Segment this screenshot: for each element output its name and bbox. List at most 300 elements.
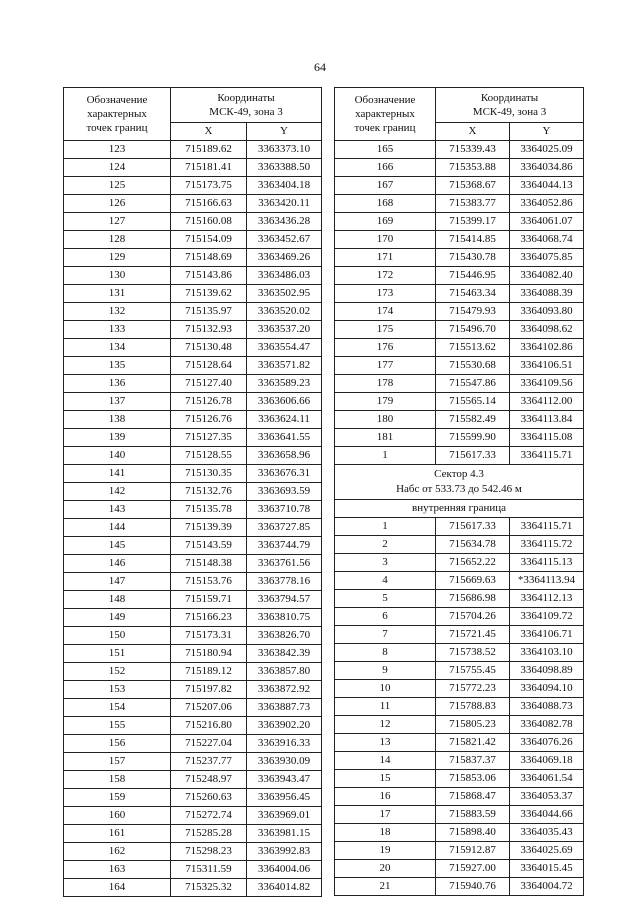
point-label-cell: 180 <box>335 411 436 429</box>
point-label-cell: 141 <box>64 465 171 483</box>
x-cell: 715298.23 <box>171 843 247 861</box>
point-label-cell: 16 <box>335 788 436 806</box>
point-label-cell: 124 <box>64 159 171 177</box>
table-row <box>335 339 584 357</box>
x-cell: 715181.41 <box>171 159 247 177</box>
y-cell: 3364014.82 <box>247 879 322 897</box>
y-cell: 3363981.15 <box>247 825 322 843</box>
y-cell: 3363436.28 <box>247 213 322 231</box>
coordinates-table-right <box>334 87 584 896</box>
x-cell: 715173.31 <box>171 627 247 645</box>
x-cell: 715399.17 <box>436 213 510 231</box>
point-label-cell: 12 <box>335 716 436 734</box>
table-row <box>64 231 322 249</box>
coordinates-header: Координаты МСК-49, зона 3 <box>171 88 322 123</box>
point-label-cell: 166 <box>335 159 436 177</box>
x-cell: 715837.37 <box>436 752 510 770</box>
point-label-cell: 17 <box>335 806 436 824</box>
table-row <box>335 159 584 177</box>
point-label-cell: 142 <box>64 483 171 501</box>
y-cell: 3363469.26 <box>247 249 322 267</box>
point-label-cell: 175 <box>335 321 436 339</box>
table-row <box>335 141 584 159</box>
point-label-cell: 123 <box>64 141 171 159</box>
table-row <box>64 843 322 861</box>
x-cell: 715135.97 <box>171 303 247 321</box>
table-row <box>335 375 584 393</box>
x-cell: 715772.23 <box>436 680 510 698</box>
x-cell: 715148.69 <box>171 249 247 267</box>
x-cell: 715311.59 <box>171 861 247 879</box>
x-cell: 715547.86 <box>436 375 510 393</box>
x-cell: 715173.75 <box>171 177 247 195</box>
table-row <box>64 303 322 321</box>
x-cell: 715898.40 <box>436 824 510 842</box>
y-cell: 3364088.73 <box>510 698 584 716</box>
table-row <box>64 483 322 501</box>
y-cell: 3363794.57 <box>247 591 322 609</box>
table-row <box>335 177 584 195</box>
y-cell: 3364025.09 <box>510 141 584 159</box>
point-label-cell: 135 <box>64 357 171 375</box>
table-row <box>335 824 584 842</box>
table-row <box>64 825 322 843</box>
x-header: X <box>436 123 510 141</box>
y-cell: 3363520.02 <box>247 303 322 321</box>
point-label-cell: 147 <box>64 573 171 591</box>
y-cell: 3364004.72 <box>510 878 584 896</box>
x-cell: 715132.76 <box>171 483 247 501</box>
x-cell: 715159.71 <box>171 591 247 609</box>
point-label-cell: 134 <box>64 339 171 357</box>
table-row <box>64 195 322 213</box>
point-label-cell: 14 <box>335 752 436 770</box>
y-cell: 3364088.39 <box>510 285 584 303</box>
x-cell: 715126.76 <box>171 411 247 429</box>
table-row <box>335 321 584 339</box>
y-cell: 3363956.45 <box>247 789 322 807</box>
y-cell: 3363930.09 <box>247 753 322 771</box>
page-number: 64 <box>314 60 326 74</box>
x-cell: 715883.59 <box>436 806 510 824</box>
point-label-cell: 128 <box>64 231 171 249</box>
y-cell: 3363676.31 <box>247 465 322 483</box>
y-cell: 3364068.74 <box>510 231 584 249</box>
point-label-cell: 162 <box>64 843 171 861</box>
point-label-cell: 157 <box>64 753 171 771</box>
table-row <box>64 429 322 447</box>
sector-boundary-row <box>335 500 584 518</box>
table-row <box>64 699 322 717</box>
x-cell: 715143.86 <box>171 267 247 285</box>
point-label-cell: 178 <box>335 375 436 393</box>
table-row <box>335 231 584 249</box>
table-row <box>64 321 322 339</box>
x-cell: 715130.48 <box>171 339 247 357</box>
y-cell: 3364106.51 <box>510 357 584 375</box>
y-cell: 3364076.26 <box>510 734 584 752</box>
table-row <box>64 213 322 231</box>
table-row <box>64 339 322 357</box>
x-cell: 715216.80 <box>171 717 247 735</box>
point-label-cell: 149 <box>64 609 171 627</box>
y-cell: 3364113.84 <box>510 411 584 429</box>
point-label-cell: 177 <box>335 357 436 375</box>
x-cell: 715197.82 <box>171 681 247 699</box>
x-cell: 715135.78 <box>171 501 247 519</box>
table-row <box>64 393 322 411</box>
y-cell: 3363486.03 <box>247 267 322 285</box>
y-cell: 3363537.20 <box>247 321 322 339</box>
point-label-cell: 11 <box>335 698 436 716</box>
point-label-cell: 148 <box>64 591 171 609</box>
table-row <box>64 285 322 303</box>
y-cell: 3363589.23 <box>247 375 322 393</box>
table-row <box>335 860 584 878</box>
x-cell: 715139.62 <box>171 285 247 303</box>
y-cell: 3363744.79 <box>247 537 322 555</box>
y-cell: 3364106.71 <box>510 626 584 644</box>
table-row <box>64 753 322 771</box>
y-cell: 3363826.70 <box>247 627 322 645</box>
x-cell: 715634.78 <box>436 536 510 554</box>
point-label-cell: 143 <box>64 501 171 519</box>
y-cell: 3363887.73 <box>247 699 322 717</box>
y-header: Y <box>510 123 584 141</box>
point-label-cell: 133 <box>64 321 171 339</box>
x-cell: 715368.67 <box>436 177 510 195</box>
point-label-cell: 18 <box>335 824 436 842</box>
table-row <box>335 303 584 321</box>
table-row <box>64 573 322 591</box>
x-cell: 715127.40 <box>171 375 247 393</box>
point-label-cell: 179 <box>335 393 436 411</box>
point-label-cell: 13 <box>335 734 436 752</box>
x-cell: 715721.45 <box>436 626 510 644</box>
point-label-cell: 176 <box>335 339 436 357</box>
point-label-cell: 150 <box>64 627 171 645</box>
y-cell: 3364094.10 <box>510 680 584 698</box>
point-label-cell: 146 <box>64 555 171 573</box>
point-label-cell: 169 <box>335 213 436 231</box>
point-label-cell: 9 <box>335 662 436 680</box>
table-row <box>64 609 322 627</box>
coordinates-header: Координаты МСК-49, зона 3 <box>436 88 584 123</box>
y-cell: 3364098.89 <box>510 662 584 680</box>
y-cell: 3364112.00 <box>510 393 584 411</box>
table-row <box>335 608 584 626</box>
y-cell: 3363420.11 <box>247 195 322 213</box>
table-row <box>335 536 584 554</box>
y-cell: 3363943.47 <box>247 771 322 789</box>
y-cell: 3363452.67 <box>247 231 322 249</box>
point-label-cell: 174 <box>335 303 436 321</box>
y-cell: 3364004.06 <box>247 861 322 879</box>
x-cell: 715166.63 <box>171 195 247 213</box>
y-cell: 3363502.95 <box>247 285 322 303</box>
y-cell: *3364113.94 <box>510 572 584 590</box>
point-label-cell: 152 <box>64 663 171 681</box>
table-row <box>335 752 584 770</box>
x-cell: 715128.55 <box>171 447 247 465</box>
x-cell: 715153.76 <box>171 573 247 591</box>
x-cell: 715339.43 <box>436 141 510 159</box>
y-cell: 3364035.43 <box>510 824 584 842</box>
table-row <box>335 590 584 608</box>
x-cell: 715139.39 <box>171 519 247 537</box>
x-cell: 715704.26 <box>436 608 510 626</box>
table-row <box>335 411 584 429</box>
y-cell: 3363727.85 <box>247 519 322 537</box>
point-label-cell: 4 <box>335 572 436 590</box>
x-cell: 715383.77 <box>436 195 510 213</box>
point-label-cell: 21 <box>335 878 436 896</box>
point-label-cell: 136 <box>64 375 171 393</box>
point-label-cell: 6 <box>335 608 436 626</box>
x-cell: 715738.52 <box>436 644 510 662</box>
y-cell: 3363761.56 <box>247 555 322 573</box>
point-label-cell: 19 <box>335 842 436 860</box>
x-cell: 715414.85 <box>436 231 510 249</box>
table-row <box>335 680 584 698</box>
table-row <box>64 681 322 699</box>
point-label-cell: 170 <box>335 231 436 249</box>
x-cell: 715166.23 <box>171 609 247 627</box>
table-row <box>64 267 322 285</box>
table-row <box>64 537 322 555</box>
y-cell: 3363571.82 <box>247 357 322 375</box>
table-row <box>64 357 322 375</box>
x-cell: 715285.28 <box>171 825 247 843</box>
x-cell: 715463.34 <box>436 285 510 303</box>
y-header: Y <box>247 123 322 141</box>
x-cell: 715132.93 <box>171 321 247 339</box>
point-label-cell: 168 <box>335 195 436 213</box>
table-row <box>335 554 584 572</box>
y-cell: 3364109.72 <box>510 608 584 626</box>
table-row <box>64 411 322 429</box>
point-label-cell: 3 <box>335 554 436 572</box>
point-label-cell: 140 <box>64 447 171 465</box>
x-cell: 715617.33 <box>436 447 510 465</box>
point-label-cell: 7 <box>335 626 436 644</box>
y-cell: 3364115.72 <box>510 536 584 554</box>
table-row <box>335 285 584 303</box>
table-row <box>335 716 584 734</box>
x-cell: 715160.08 <box>171 213 247 231</box>
point-label-cell: 129 <box>64 249 171 267</box>
point-label-cell: 159 <box>64 789 171 807</box>
table-row <box>335 878 584 896</box>
x-cell: 715248.97 <box>171 771 247 789</box>
point-label-cell: 139 <box>64 429 171 447</box>
x-cell: 715940.76 <box>436 878 510 896</box>
table-row <box>335 267 584 285</box>
point-label-cell: 126 <box>64 195 171 213</box>
table-row <box>335 734 584 752</box>
table-row <box>335 357 584 375</box>
y-cell: 3364115.71 <box>510 518 584 536</box>
y-cell: 3364082.78 <box>510 716 584 734</box>
table-row <box>64 519 322 537</box>
table-row <box>64 249 322 267</box>
x-cell: 715821.42 <box>436 734 510 752</box>
x-cell: 715565.14 <box>436 393 510 411</box>
point-label-cell: 165 <box>335 141 436 159</box>
y-cell: 3364061.54 <box>510 770 584 788</box>
y-cell: 3363373.10 <box>247 141 322 159</box>
x-cell: 715227.04 <box>171 735 247 753</box>
table-row <box>64 879 322 897</box>
x-cell: 715180.94 <box>171 645 247 663</box>
table-row <box>335 662 584 680</box>
point-label-cell: 151 <box>64 645 171 663</box>
point-label-cell: 154 <box>64 699 171 717</box>
x-cell: 715788.83 <box>436 698 510 716</box>
table-row <box>64 447 322 465</box>
y-cell: 3363810.75 <box>247 609 322 627</box>
table-row <box>64 735 322 753</box>
table-row <box>335 195 584 213</box>
table-row <box>64 807 322 825</box>
table-row <box>64 717 322 735</box>
point-label-cell: 153 <box>64 681 171 699</box>
x-cell: 715325.32 <box>171 879 247 897</box>
table-row <box>335 788 584 806</box>
point-label-cell: 161 <box>64 825 171 843</box>
y-cell: 3364093.80 <box>510 303 584 321</box>
x-cell: 715272.74 <box>171 807 247 825</box>
y-cell: 3364112.13 <box>510 590 584 608</box>
y-cell: 3363388.50 <box>247 159 322 177</box>
point-label-cell: 173 <box>335 285 436 303</box>
y-cell: 3364044.13 <box>510 177 584 195</box>
x-cell: 715513.62 <box>436 339 510 357</box>
point-label-cell: 5 <box>335 590 436 608</box>
point-label-cell: 1 <box>335 447 436 465</box>
table-row <box>64 177 322 195</box>
point-label-cell: 181 <box>335 429 436 447</box>
y-cell: 3363916.33 <box>247 735 322 753</box>
table-row <box>64 159 322 177</box>
label-header: Обозначение характерных точек границ <box>64 88 171 141</box>
x-cell: 715237.77 <box>171 753 247 771</box>
point-label-cell: 144 <box>64 519 171 537</box>
x-cell: 715853.06 <box>436 770 510 788</box>
x-cell: 715530.68 <box>436 357 510 375</box>
y-cell: 3364025.69 <box>510 842 584 860</box>
table-row <box>335 698 584 716</box>
x-cell: 715599.90 <box>436 429 510 447</box>
x-cell: 715927.00 <box>436 860 510 878</box>
point-label-cell: 137 <box>64 393 171 411</box>
y-cell: 3363658.96 <box>247 447 322 465</box>
y-cell: 3364103.10 <box>510 644 584 662</box>
table-row <box>335 770 584 788</box>
x-header: X <box>171 123 247 141</box>
x-cell: 715430.78 <box>436 249 510 267</box>
point-label-cell: 8 <box>335 644 436 662</box>
x-cell: 715189.62 <box>171 141 247 159</box>
label-header: Обозначение характерных точек границ <box>335 88 436 141</box>
point-label-cell: 167 <box>335 177 436 195</box>
point-label-cell: 138 <box>64 411 171 429</box>
sector-title-row <box>335 465 584 500</box>
y-cell: 3364082.40 <box>510 267 584 285</box>
point-label-cell: 2 <box>335 536 436 554</box>
table-row <box>335 644 584 662</box>
table-row <box>64 555 322 573</box>
y-cell: 3363554.47 <box>247 339 322 357</box>
table-row <box>335 447 584 465</box>
y-cell: 3363641.55 <box>247 429 322 447</box>
point-label-cell: 20 <box>335 860 436 878</box>
table-row <box>335 249 584 267</box>
y-cell: 3363404.18 <box>247 177 322 195</box>
x-cell: 715479.93 <box>436 303 510 321</box>
y-cell: 3364015.45 <box>510 860 584 878</box>
point-label-cell: 145 <box>64 537 171 555</box>
x-cell: 715127.35 <box>171 429 247 447</box>
point-label-cell: 160 <box>64 807 171 825</box>
x-cell: 715805.23 <box>436 716 510 734</box>
point-label-cell: 125 <box>64 177 171 195</box>
y-cell: 3364053.37 <box>510 788 584 806</box>
table-row <box>335 429 584 447</box>
y-cell: 3364061.07 <box>510 213 584 231</box>
y-cell: 3363857.80 <box>247 663 322 681</box>
point-label-cell: 155 <box>64 717 171 735</box>
x-cell: 715582.49 <box>436 411 510 429</box>
coordinates-table-left <box>63 87 322 897</box>
point-label-cell: 15 <box>335 770 436 788</box>
y-cell: 3363992.83 <box>247 843 322 861</box>
point-label-cell: 132 <box>64 303 171 321</box>
table-row <box>64 591 322 609</box>
x-cell: 715686.98 <box>436 590 510 608</box>
table-row <box>64 627 322 645</box>
x-cell: 715868.47 <box>436 788 510 806</box>
y-cell: 3364075.85 <box>510 249 584 267</box>
point-label-cell: 172 <box>335 267 436 285</box>
point-label-cell: 1 <box>335 518 436 536</box>
x-cell: 715353.88 <box>436 159 510 177</box>
x-cell: 715207.06 <box>171 699 247 717</box>
table-row <box>335 572 584 590</box>
table-row <box>335 842 584 860</box>
sector-boundary: внутренняя граница <box>335 500 584 518</box>
table-row <box>64 141 322 159</box>
point-label-cell: 10 <box>335 680 436 698</box>
y-cell: 3363872.92 <box>247 681 322 699</box>
y-cell: 3363842.39 <box>247 645 322 663</box>
x-cell: 715126.78 <box>171 393 247 411</box>
table-row <box>64 663 322 681</box>
y-cell: 3363778.16 <box>247 573 322 591</box>
y-cell: 3363902.20 <box>247 717 322 735</box>
table-row <box>64 789 322 807</box>
x-cell: 715189.12 <box>171 663 247 681</box>
table-row <box>64 771 322 789</box>
y-cell: 3364034.86 <box>510 159 584 177</box>
point-label-cell: 131 <box>64 285 171 303</box>
y-cell: 3364069.18 <box>510 752 584 770</box>
point-label-cell: 158 <box>64 771 171 789</box>
x-cell: 715130.35 <box>171 465 247 483</box>
y-cell: 3363969.01 <box>247 807 322 825</box>
y-cell: 3364109.56 <box>510 375 584 393</box>
table-row <box>335 806 584 824</box>
